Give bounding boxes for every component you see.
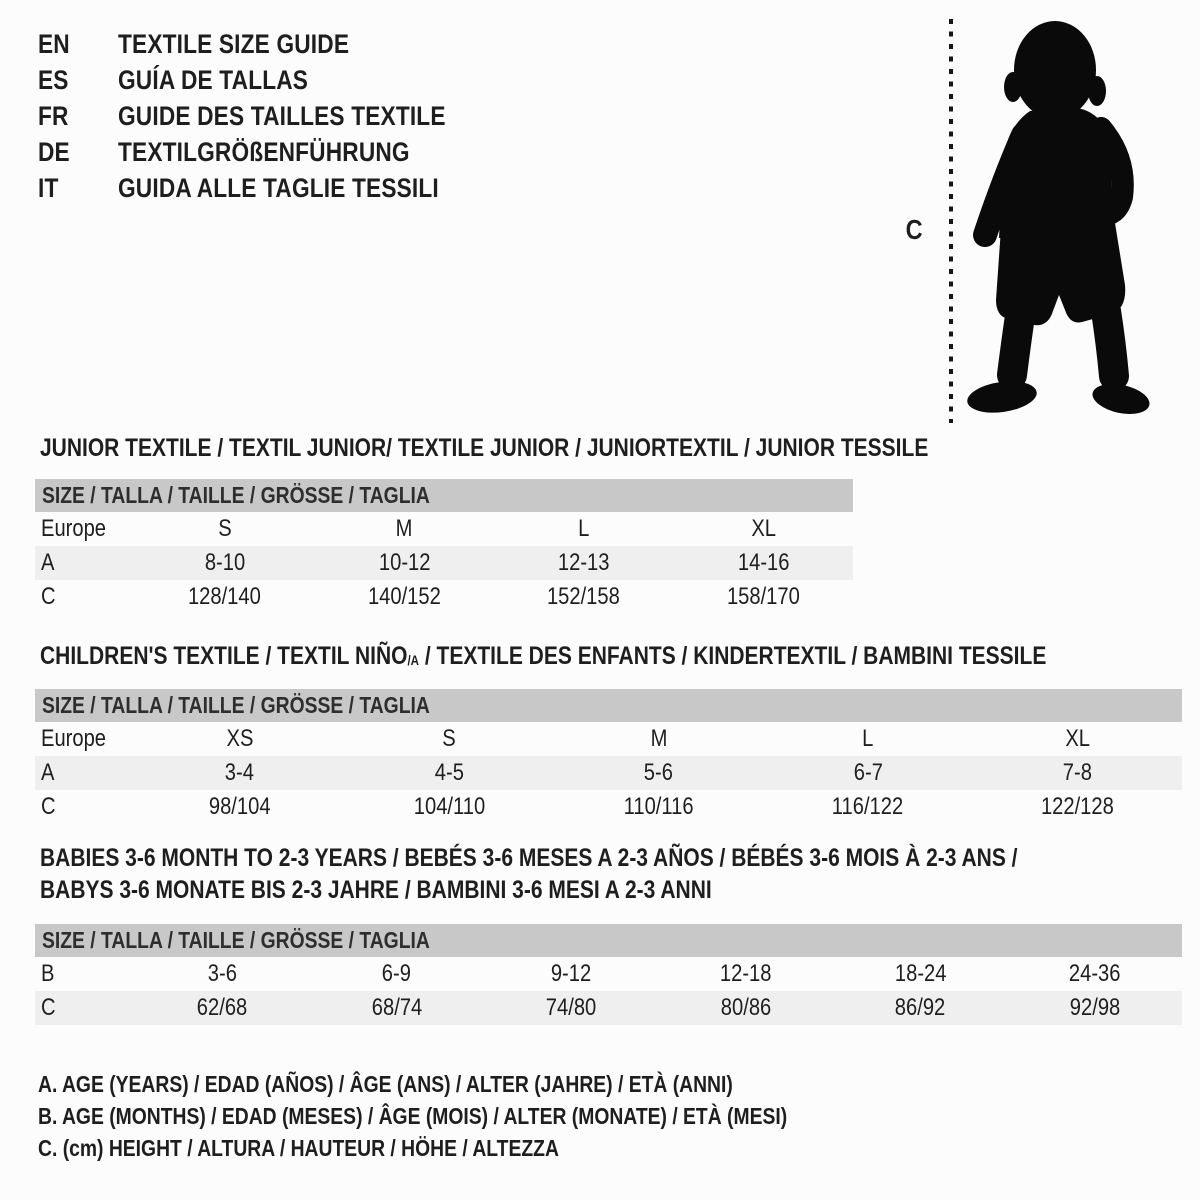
size-header-text: SIZE / TALLA / TAILLE / GRÖSSE / TAGLIA — [42, 927, 430, 953]
table-row — [35, 756, 1182, 790]
guide-title-text: GUIDA ALLE TAGLIE TESSILI — [118, 172, 439, 203]
table-row — [35, 722, 1182, 756]
children-section-title-text — [40, 644, 1046, 672]
guide-title — [118, 137, 465, 168]
language-code-text: EN — [38, 28, 70, 59]
table-cell: 14-16 — [737, 549, 790, 576]
legend-line-a-text: A. AGE (YEARS) / EDAD (AÑOS) / ÂGE (ANS) / ALTER (JAHRE) / ETÀ (ANNI) — [38, 1071, 733, 1097]
legend-line-c-text: C. (cm) HEIGHT / ALTURA / HAUTEUR / HÖHE / ALTEZZA — [38, 1135, 559, 1161]
row-label: B — [41, 960, 55, 987]
table-cell: L — [862, 725, 874, 752]
table-row — [35, 957, 1182, 991]
table-cell: 12-18 — [719, 960, 772, 987]
guide-title-text: TEXTILGRÖßENFÜHRUNG — [118, 136, 410, 167]
table-row — [35, 580, 853, 614]
table-cell: 9-12 — [551, 960, 592, 987]
list-item — [38, 62, 508, 98]
babies-section-title-line2 — [40, 878, 840, 903]
table-row — [35, 991, 1182, 1025]
legend-line-b — [38, 1104, 930, 1128]
language-code — [38, 65, 118, 96]
babies-table-rows — [35, 957, 1182, 1025]
table-cell: 74/80 — [546, 994, 597, 1021]
table-cell: XL — [750, 515, 776, 542]
table-cell: 3-4 — [225, 759, 255, 786]
language-title-list — [38, 26, 508, 206]
table-row — [35, 512, 853, 546]
babies-section-title-line2-text: BABYS 3-6 MONATE BIS 2-3 JAHRE / BAMBINI 3-6 MESI A 2-3 ANNI — [40, 876, 712, 904]
table-cell: 128/140 — [188, 583, 262, 610]
table-cell: 4-5 — [434, 759, 464, 786]
table-cell: 140/152 — [367, 583, 441, 610]
table-row — [35, 790, 1182, 824]
table-cell: 10-12 — [378, 549, 431, 576]
table-cell: XL — [1064, 725, 1090, 752]
junior-section-title — [40, 436, 1098, 461]
table-cell: XS — [226, 725, 254, 752]
guide-title — [118, 173, 500, 204]
children-title-prefix: CHILDREN'S TEXTILE / TEXTIL NIÑO — [40, 642, 408, 670]
junior-section-title-text: JUNIOR TEXTILE / TEXTIL JUNIOR/ TEXTILE JUNIOR / JUNIORTEXTIL / JUNIOR TESSILE — [40, 434, 929, 462]
list-item — [38, 170, 508, 206]
guide-title-text: GUÍA DE TALLAS — [118, 64, 309, 95]
children-table-rows — [35, 722, 1182, 824]
language-code-text: IT — [38, 172, 59, 203]
table-cell: M — [395, 515, 413, 542]
table-cell: S — [218, 515, 232, 542]
children-title-suffix: / TEXTILE DES ENFANTS / KINDERTEXTIL / BAMBINI TESSILE — [419, 642, 1047, 670]
list-item — [38, 26, 508, 62]
row-label: Europe — [41, 725, 107, 752]
language-code-text: FR — [38, 100, 69, 131]
height-measure-figure — [900, 10, 1200, 430]
table-cell: 110/116 — [623, 793, 694, 820]
list-item — [38, 98, 508, 134]
table-cell: 6-7 — [853, 759, 883, 786]
size-header-text: SIZE / TALLA / TAILLE / GRÖSSE / TAGLIA — [42, 482, 430, 508]
table-cell: 62/68 — [197, 994, 248, 1021]
table-cell: 5-6 — [643, 759, 674, 786]
table-cell: L — [578, 515, 590, 542]
row-label: A — [41, 549, 55, 576]
guide-title-text: TEXTILE SIZE GUIDE — [118, 28, 350, 59]
row-label: A — [41, 759, 55, 786]
toddler-silhouette-icon — [955, 13, 1151, 427]
babies-section-title-line1-text: BABIES 3-6 MONTH TO 2-3 YEARS / BEBÉS 3-6 MESES A 2-3 AÑOS / BÉBÉS 3-6 MOIS À 2-3 ANS / — [40, 844, 1018, 872]
babies-size-table — [35, 924, 1182, 1025]
list-item — [38, 134, 508, 170]
measure-label-c — [904, 214, 924, 246]
table-cell: 3-6 — [207, 960, 237, 987]
table-cell: 116/122 — [832, 793, 904, 820]
row-label: C — [41, 994, 56, 1021]
size-header-bar — [35, 924, 1182, 957]
table-cell: 68/74 — [371, 994, 422, 1021]
children-title-subscript: /A — [407, 653, 420, 668]
legend-line-b-text: B. AGE (MONTHS) / EDAD (MESES) / ÂGE (MOIS) / ALTER (MONATE) / ETÀ (MESI) — [38, 1103, 788, 1129]
language-code — [38, 173, 118, 204]
table-cell: M — [650, 725, 667, 752]
guide-title — [118, 29, 393, 60]
table-cell: 6-9 — [382, 960, 412, 987]
guide-title-text: GUIDE DES TAILLES TEXTILE — [118, 100, 446, 131]
table-cell: 12-13 — [557, 549, 610, 576]
table-row — [35, 546, 853, 580]
table-cell: 122/128 — [1040, 793, 1114, 820]
row-label: Europe — [41, 515, 107, 542]
language-code — [38, 29, 118, 60]
guide-title — [118, 65, 344, 96]
size-header-text: SIZE / TALLA / TAILLE / GRÖSSE / TAGLIA — [42, 692, 430, 718]
table-cell: 86/92 — [895, 994, 946, 1021]
table-cell: 152/158 — [547, 583, 621, 610]
row-label: C — [41, 793, 56, 820]
size-header-bar — [35, 479, 853, 512]
junior-size-table — [35, 479, 853, 614]
language-code — [38, 101, 118, 132]
table-cell: 98/104 — [208, 793, 271, 820]
table-cell: 8-10 — [204, 549, 245, 576]
measure-label-text: C — [905, 214, 923, 245]
table-cell: S — [442, 725, 456, 752]
children-section-title — [40, 644, 1200, 672]
language-code-text: ES — [38, 64, 69, 95]
size-header-bar — [35, 689, 1182, 722]
table-cell: 24-36 — [1068, 960, 1121, 987]
table-cell: 80/86 — [720, 994, 771, 1021]
babies-section-title-line1 — [40, 846, 1200, 871]
legend-line-c — [38, 1136, 658, 1160]
table-cell: 7-8 — [1062, 759, 1092, 786]
table-cell: 92/98 — [1069, 994, 1120, 1021]
table-cell: 104/110 — [413, 793, 485, 820]
language-code — [38, 137, 118, 168]
row-label: C — [41, 583, 56, 610]
legend-line-a — [38, 1072, 865, 1096]
junior-table-rows — [35, 512, 853, 614]
language-code-text: DE — [38, 136, 70, 167]
table-cell: 18-24 — [894, 960, 947, 987]
guide-title — [118, 101, 508, 132]
table-cell: 158/170 — [726, 583, 800, 610]
children-size-table — [35, 689, 1182, 824]
